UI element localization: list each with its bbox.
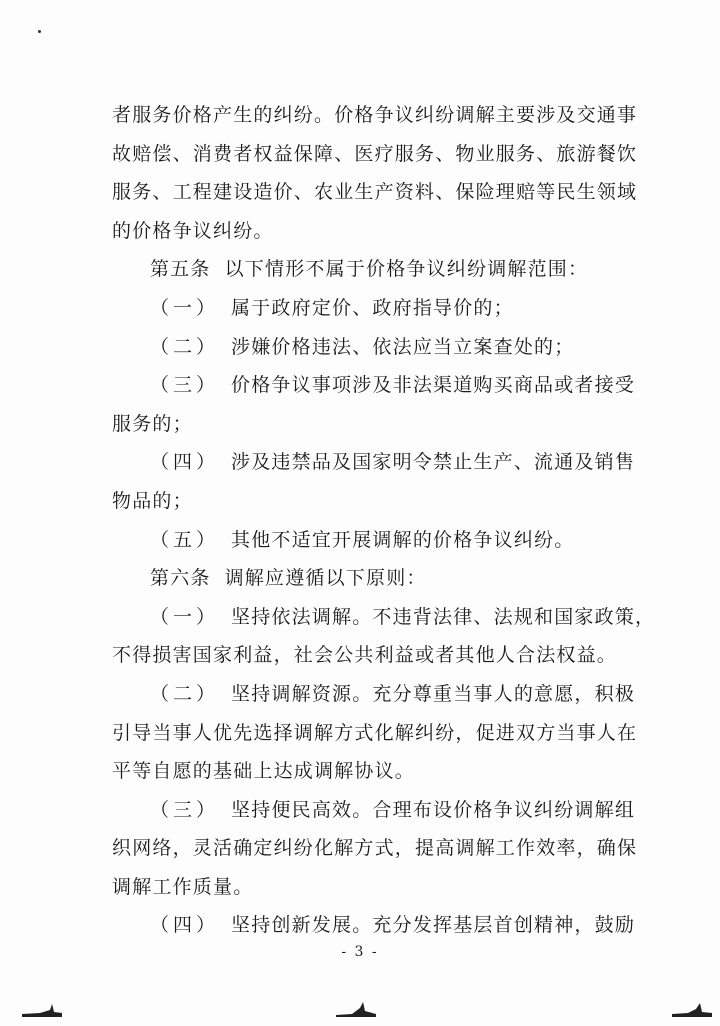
line-text: 坚持创新发展。充分发挥基层首创精神，鼓励 (231, 914, 636, 937)
text-line (112, 791, 636, 830)
text-line (112, 173, 638, 212)
text-line (112, 559, 612, 598)
line-text: 坚持依法调解。不违背法律、法规和国家政策， (231, 605, 656, 628)
text-line (112, 250, 612, 289)
text-line (112, 636, 618, 675)
text-line (112, 135, 638, 174)
text-line (112, 366, 636, 405)
scan-speck (38, 30, 41, 33)
scan-mark-left (22, 1000, 62, 1018)
text-line (112, 675, 636, 714)
line-text: 物品的； (112, 489, 193, 512)
line-text: 属于政府定价、政府指导价的； (231, 296, 514, 319)
page-number: - 3 - (341, 944, 379, 960)
line-text: 平等自愿的基础上达成调解协议。 (112, 760, 416, 783)
item-number: （四） (150, 451, 220, 474)
text-line (112, 212, 612, 251)
article-heading: 第六条 (150, 567, 211, 590)
line-text: 故赔偿、消费者权益保障、医疗服务、物业服务、旅游餐饮 (112, 142, 638, 165)
text-line (112, 868, 612, 907)
item-number: （一） (150, 605, 220, 628)
scan-mark-right (672, 1000, 712, 1018)
item-number: （二） (150, 682, 220, 705)
line-text: 坚持调解资源。充分尊重当事人的意愿，积极 (231, 682, 636, 705)
line-text: 坚持便民高效。合理布设价格争议纠纷调解组 (231, 798, 636, 821)
item-number: （五） (150, 528, 220, 551)
line-text: 者服务价格产生的纠纷。价格争议纠纷调解主要涉及交通事 (112, 104, 638, 126)
document-body (112, 96, 656, 945)
text-line (112, 289, 612, 328)
line-text: 引导当事人优先选择调解方式化解纠纷，促进双方当事人在 (112, 721, 638, 744)
text-line (112, 714, 638, 753)
text-line (112, 405, 612, 444)
line-text: 以下情形不属于价格争议纠纷调解范围： (224, 258, 589, 281)
line-text: 其他不适宜开展调解的价格争议纠纷。 (231, 528, 575, 551)
item-number: （四） (150, 914, 220, 937)
item-number: （三） (150, 374, 220, 397)
line-text: 调解工作质量。 (112, 875, 254, 898)
line-text: 织网络，灵活确定纠纷化解方式，提高调解工作效率，确保 (112, 837, 638, 860)
line-text: 调解应遵循以下原则： (224, 567, 427, 590)
line-text: 服务、工程建设造价、农业生产资料、保险理赔等民生领域 (112, 181, 638, 204)
scan-mark-middle (336, 1000, 376, 1018)
item-number: （二） (150, 335, 220, 358)
text-line (112, 482, 612, 521)
text-line (112, 752, 612, 791)
item-number: （一） (150, 296, 220, 319)
line-text: 涉嫌价格违法、依法应当立案查处的； (231, 335, 575, 358)
text-line (112, 906, 636, 945)
text-line (112, 96, 638, 135)
item-number: （三） (150, 798, 220, 821)
line-text: 价格争议事项涉及非法渠道购买商品或者接受 (231, 374, 636, 397)
text-line (112, 598, 656, 637)
line-text: 不得损害国家利益，社会公共利益或者其他人合法权益。 (112, 644, 618, 667)
text-line (112, 443, 636, 482)
text-line (112, 521, 612, 560)
article-heading: 第五条 (150, 258, 211, 281)
line-text: 涉及违禁品及国家明令禁止生产、流通及销售 (231, 451, 636, 474)
text-line (112, 829, 638, 868)
text-line (112, 328, 612, 367)
line-text: 服务的； (112, 412, 193, 435)
line-text: 的价格争议纠纷。 (112, 219, 274, 242)
